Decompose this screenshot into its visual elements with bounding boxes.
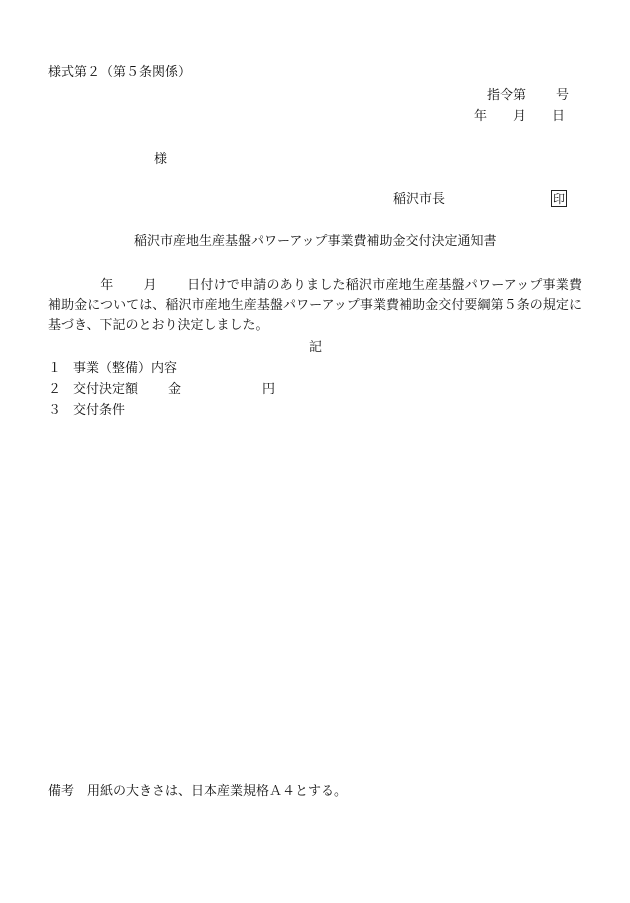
date-line: [474, 110, 565, 123]
amount-prefix: 金: [168, 382, 182, 397]
document-title: 稲沢市産地生産基盤パワーアップ事業費補助金交付決定通知書: [134, 234, 497, 249]
list-item: [48, 362, 177, 375]
date-year: 年: [474, 109, 488, 124]
directive-prefix: 指令第: [487, 88, 527, 103]
item-number: １: [48, 361, 62, 376]
issuer-name: 稲沢市長: [393, 192, 446, 207]
ki-label: 記: [309, 340, 323, 355]
list-item: [48, 383, 275, 396]
footnote: 備考 用紙の大きさは、日本産業規格Ａ４とする。: [48, 784, 348, 799]
list-item: [48, 404, 125, 417]
amount-unit: 円: [262, 382, 276, 397]
addressee-suffix: 様: [154, 152, 168, 167]
item-label: 交付決定額: [73, 382, 139, 397]
body-paragraph: [48, 276, 582, 336]
body-month: 月: [143, 278, 157, 293]
directive-suffix: 号: [556, 88, 570, 103]
body-year: 年: [100, 278, 114, 293]
item-label: 交付条件: [73, 403, 126, 418]
date-month: 月: [513, 109, 527, 124]
item-label: 事業（整備）内容: [73, 361, 178, 376]
date-day: 日: [552, 109, 566, 124]
seal-mark: 印: [552, 191, 565, 206]
item-number: ３: [48, 403, 62, 418]
form-number-label: 様式第２（第５条関係）: [48, 65, 192, 80]
directive-number-line: [487, 89, 569, 102]
body-text: 日付けで申請のありました稲沢市産地生産基盤パワーアップ事業費補助金については、稲沢市産地生産基盤パワーアップ事業費補助金交付要綱第５条の規定に基づき、下記のとおり決定しました。: [48, 278, 582, 333]
item-number: ２: [48, 382, 62, 397]
